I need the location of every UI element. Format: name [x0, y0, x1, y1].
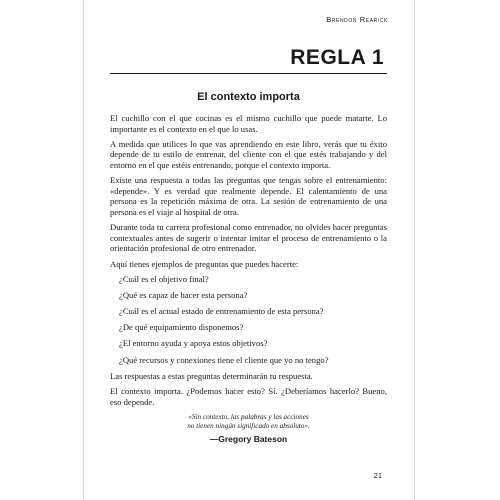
body-text [110, 113, 387, 412]
page-number: 21 [373, 471, 382, 480]
page-edge-left [83, 0, 84, 500]
question-item: ¿Qué es capaz de hacer esta persona? [119, 289, 248, 300]
epigraph-quote [110, 413, 387, 431]
running-head: Brendon Rearick [326, 15, 388, 24]
question-item: ¿Qué recursos y conexiones tiene el cliente que yo no tengo? [119, 354, 329, 365]
epigraph-line: «Sin contexto, las palabras y las acciones [188, 413, 309, 421]
paragraph: Durante toda tu carrera profesional como entrenador, no olvides hacer preguntas contextuales antes de sugerir o intentar imitar el proceso de entrenamiento o la orientación profesional de otro entrenador. [110, 222, 387, 254]
paragraph: Existe una respuesta a todas las preguntas que tengas sobre el entrenamiento: «depende». Y es verdad que realmente depende. El calentamiento de una persona es la repetición máxima de otra. La sesión de entrenamiento de una persona es el viaje al hospital de otra. [110, 175, 387, 217]
chapter-label: REGLA 1 [290, 46, 384, 69]
question-item: ¿El entorno ayuda y apoya estos objetivos? [119, 338, 268, 349]
paragraph: El contexto importa. ¿Podemos hacer esto? Sí. ¿Deberíamos hacerlo? Bueno, eso depende. [110, 386, 387, 407]
paragraph: Las respuestas a estas preguntas determinarán tu respuesta. [110, 370, 313, 381]
question-item: ¿Cuál es el objetivo final? [119, 273, 209, 284]
epigraph-line: no tienen ningún significado en absoluto». [187, 422, 310, 430]
chapter-divider [110, 73, 387, 74]
section-title: El contexto importa [197, 91, 300, 103]
paragraph: El cuchillo con el que cocinas es el mismo cuchillo que puede matarte. Lo importante es el contexto en el que lo usas. [110, 113, 387, 134]
question-item: ¿De qué equipamiento disponemos? [119, 322, 244, 333]
page-edge-right [414, 0, 415, 500]
question-item: ¿Cuál es el actual estado de entrenamiento de esta persona? [119, 306, 324, 317]
epigraph-author: —Gregory Bateson [209, 434, 288, 444]
paragraph: A medida que utilices lo que vas aprendiendo en este libro, verás que tu éxito depende de tu estilo de entrenar, del cliente con el que estés trabajando y del entorno en el que estéis entrenando, porque el contexto importa. [110, 138, 387, 170]
paragraph: Aquí tienes ejemplos de preguntas que puedes hacerte: [110, 258, 299, 269]
